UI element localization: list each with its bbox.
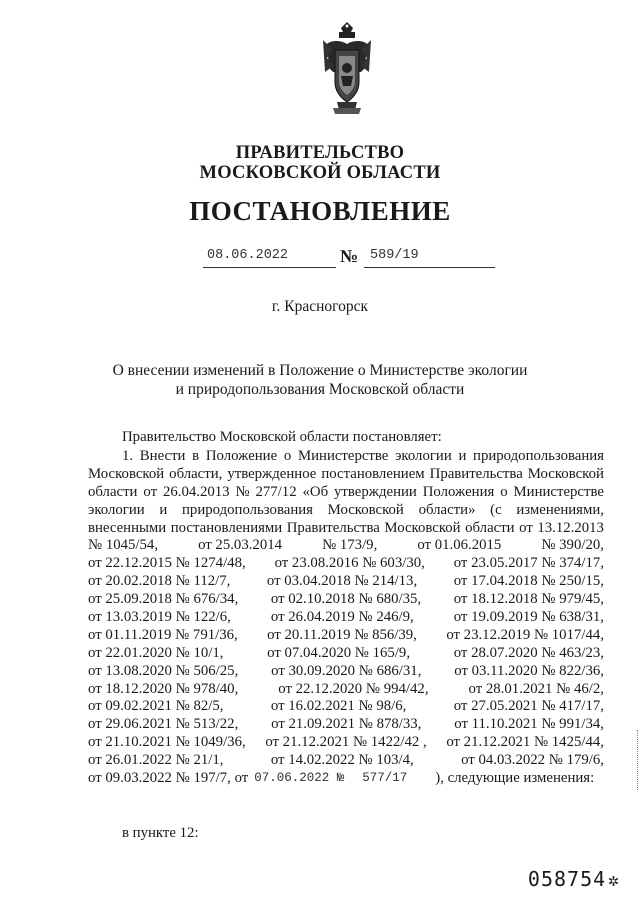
text-segment: от 13.08.2020 № 506/25, [88, 662, 239, 679]
document-number: 589/19 [364, 248, 495, 268]
text-line [88, 448, 604, 466]
text-word: внесенными [88, 519, 167, 536]
text-line [88, 716, 604, 734]
text-word: Московской [327, 501, 404, 518]
text-word: от [519, 519, 533, 536]
text-segment: от 23.05.2017 № 374/17, [453, 555, 604, 572]
document-date: 08.06.2022 [203, 248, 336, 268]
text-word: и [458, 448, 467, 464]
text-word: Министерстве [297, 448, 389, 464]
text-line [88, 573, 604, 591]
text-segment: № 390/20, [541, 537, 604, 554]
text-word: Правительства [286, 519, 380, 536]
text-word: утвержденное [227, 465, 317, 482]
date-number-line [0, 248, 640, 272]
text-word: и [159, 501, 168, 518]
text-segment: от 30.09.2020 № 686/31, [271, 662, 422, 679]
clause-reference: в пункте 12: [122, 825, 199, 841]
coat-of-arms-emblem [321, 22, 373, 116]
text-segment: от 28.07.2020 № 463/23, [453, 644, 604, 661]
text-segment: от 07.04.2020 № 165/9, [267, 644, 411, 661]
handwritten-date: 07.06.2022 № [254, 771, 345, 786]
text-word: природопользования [182, 501, 313, 518]
text-segment: от 19.09.2019 № 638/31, [453, 609, 604, 626]
handwritten-number: 577/17 [362, 771, 408, 786]
text-segment: от 26.04.2019 № 246/9, [270, 609, 414, 626]
text-segment: от 16.02.2021 № 98/6, [270, 698, 407, 715]
main-paragraph [88, 448, 604, 788]
text-line [88, 537, 604, 555]
text-word: № [235, 483, 250, 500]
text-segment: от 23.12.2019 № 1017/44, [446, 626, 604, 643]
text-line [88, 681, 604, 699]
text-segment: от 21.12.2021 № 1425/44, [446, 734, 604, 751]
text-word: Внести [139, 448, 186, 464]
text-line [88, 484, 604, 502]
text-word: области» [418, 501, 476, 518]
serial-number [528, 867, 620, 891]
text-segment: от 18.12.2020 № 978/40, [88, 680, 239, 697]
text-word: Московской [527, 465, 604, 482]
text-word: 277/12 [255, 483, 297, 500]
text-segment: от 28.01.2021 № 46/2, [468, 680, 604, 697]
text-word: 1. [122, 448, 134, 464]
text-word: экологии [88, 501, 145, 518]
serial-number-value: 058754 [527, 867, 607, 891]
text-segment: от 22.12.2020 № 994/42, [278, 680, 429, 697]
text-segment: № 1045/54, [88, 537, 159, 554]
text-line [88, 466, 604, 484]
text-segment: от 20.11.2019 № 856/39, [267, 626, 417, 643]
text-line [88, 698, 604, 716]
text-segment: от 21.12.2021 № 1422/42 , [265, 734, 427, 751]
number-sign: № [340, 246, 359, 266]
document-subject [0, 361, 640, 399]
text-line [88, 752, 604, 770]
text-segment: от 09.02.2021 № 82/5, [88, 698, 224, 715]
text-segment: от 29.06.2021 № 513/22, [88, 716, 239, 733]
text-segment: от 25.09.2018 № 676/34, [88, 591, 239, 608]
text-segment: от 11.10.2021 № 991/34, [454, 716, 604, 733]
government-title: ПРАВИТЕЛЬСТВО [235, 143, 405, 163]
text-segment: от 03.04.2018 № 214/13, [266, 573, 418, 590]
text-word: изменениями, [516, 501, 604, 518]
text-word: области, [169, 465, 223, 482]
text-word: области [88, 483, 138, 500]
page-edge-mark [633, 730, 638, 790]
text-segment: от 04.03.2022 № 179/6, [461, 752, 604, 769]
text-segment: от 18.12.2018 № 979/45, [453, 591, 604, 608]
text-segment: от 01.11.2019 № 791/36, [88, 626, 238, 643]
text-word: о [283, 448, 292, 464]
text-word: в [192, 448, 200, 464]
text-segment: от 17.04.2018 № 250/15, [453, 573, 604, 590]
text-segment: от 21.09.2021 № 878/33, [271, 716, 422, 733]
text-segment: ), следующие изменения: [435, 770, 595, 787]
text-segment: от 13.03.2019 № 122/6, [88, 609, 231, 626]
text-line [88, 645, 604, 663]
text-segment: от 27.05.2021 № 417/17, [453, 698, 604, 715]
text-segment: от 25.03.2014 [198, 537, 283, 554]
text-segment: от 03.11.2020 № 822/36, [454, 662, 604, 679]
text-segment: от 22.12.2015 № 1274/48, [88, 555, 246, 572]
text-word: 26.04.2013 [162, 483, 230, 500]
text-segment: от 02.10.2018 № 680/35, [270, 591, 422, 608]
text-word: 13.12.2013 [537, 519, 604, 536]
text-line [88, 520, 604, 538]
city-label: г. Красногорск [271, 298, 369, 315]
text-word: от [143, 483, 158, 500]
text-line [88, 502, 604, 520]
text-segment: от 09.03.2022 № 197/7, от [88, 770, 249, 787]
text-segment: от 14.02.2022 № 103/4, [270, 752, 414, 769]
subject-line: и природопользования Московской области [175, 381, 465, 398]
text-word: Положения [422, 483, 495, 500]
text-segment: от 20.02.2018 № 112/7, [88, 573, 231, 590]
text-line-last [88, 770, 604, 788]
subject-line: О внесении изменений в Положение о Министерстве экологии [112, 362, 528, 379]
text-line [88, 663, 604, 681]
star-mark-icon: ✲ [608, 870, 620, 891]
text-word: постановлением [321, 465, 425, 482]
text-segment: от 21.10.2021 № 1049/36, [88, 734, 246, 751]
text-line [88, 734, 604, 752]
text-segment: от 01.06.2015 [417, 537, 502, 554]
text-segment: от 22.01.2020 № 10/1, [88, 644, 224, 661]
text-word: Московской [384, 519, 461, 536]
text-word: Министерстве [513, 483, 604, 500]
text-word: о [500, 483, 508, 500]
region-title: МОСКОВСКОЙ ОБЛАСТИ [199, 163, 441, 183]
text-line [88, 627, 604, 645]
text-word: постановлениями [170, 519, 283, 536]
text-line [88, 555, 604, 573]
text-word: «Об [302, 483, 329, 500]
text-word: природопользования [473, 448, 604, 464]
text-word: Московской [88, 465, 165, 482]
text-line [88, 591, 604, 609]
document-type-heading: ПОСТАНОВЛЕНИЕ [189, 196, 451, 226]
decree-phrase: Правительство Московской области постановляет: [122, 429, 442, 445]
text-word: области [465, 519, 515, 536]
text-word: утверждении [334, 483, 417, 500]
text-word: экологии [395, 448, 452, 464]
text-word: (с [490, 501, 502, 518]
text-segment: от 26.01.2022 № 21/1, [88, 752, 224, 769]
text-word: Правительства [429, 465, 523, 482]
text-segment: № 173/9, [322, 537, 378, 554]
text-line [88, 609, 604, 627]
text-word: Положение [205, 448, 278, 464]
text-segment: от 23.08.2016 № 603/30, [274, 555, 425, 572]
